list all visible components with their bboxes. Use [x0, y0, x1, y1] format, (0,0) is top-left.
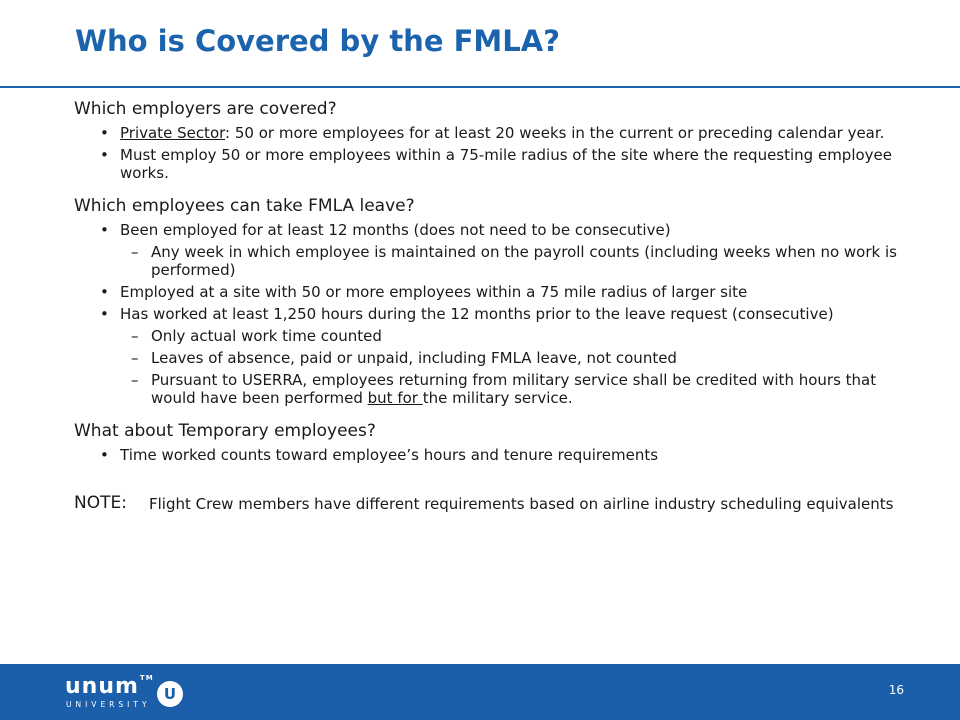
employees-heading: Which employees can take FMLA leave? — [74, 196, 415, 216]
sub-list-item — [74, 371, 924, 407]
unum-university-logo — [65, 674, 195, 712]
bullet-icon: • — [100, 221, 109, 239]
bullet-icon: • — [100, 305, 109, 323]
slide-title: Who is Covered by the FMLA? — [75, 24, 560, 58]
sub-list-item — [74, 327, 924, 345]
logo-trademark: TM — [139, 674, 154, 682]
list-item — [74, 446, 924, 464]
sub-list-item-text: Only actual work time counted — [151, 327, 382, 345]
sub-list-item — [74, 349, 924, 367]
slide-body — [74, 96, 924, 513]
sub-list-item-text: Leaves of absence, paid or unpaid, including FMLA leave, not counted — [151, 349, 677, 367]
logo-badge-icon: U — [157, 681, 183, 707]
dash-icon: – — [131, 327, 139, 345]
logo-wordmark: unum — [65, 674, 139, 699]
list-item — [74, 146, 924, 182]
bullet-icon: • — [100, 124, 109, 142]
note-label: NOTE: — [74, 493, 127, 513]
footer-bar — [0, 664, 960, 720]
dash-icon: – — [131, 243, 139, 261]
list-item-text: Employed at a site with 50 or more employees within a 75 mile radius of larger site — [120, 283, 748, 301]
list-item-text: Time worked counts toward employee’s hours and tenure requirements — [120, 446, 659, 464]
bullet-icon: • — [100, 146, 109, 164]
title-divider — [0, 86, 960, 88]
list-item — [74, 305, 924, 323]
employers-heading: Which employers are covered? — [74, 99, 337, 119]
list-item — [74, 283, 924, 301]
list-item — [74, 221, 924, 239]
sub-list-item-text-end: the military service. — [422, 389, 573, 407]
sub-list-item — [74, 243, 924, 279]
dash-icon: – — [131, 349, 139, 367]
bullet-icon: • — [100, 446, 109, 464]
temporary-heading: What about Temporary employees? — [74, 421, 376, 441]
bullet-icon: • — [100, 283, 109, 301]
list-item-text: 50 or more employees for at least 20 weeks in the current or preceding calendar year. — [230, 124, 885, 142]
sub-list-item-text: Any week in which employee is maintained on the payroll counts (including weeks when no work is performed) — [151, 243, 897, 279]
sub-list-item-text: Pursuant to USERRA, employees returning from military service shall be credited with hours that would have been performed — [151, 371, 877, 407]
note-text: Flight Crew members have different requirements based on airline industry scheduling equivalents — [149, 495, 894, 513]
logo-subtitle: UNIVERSITY — [66, 700, 151, 709]
dash-icon: – — [131, 371, 139, 389]
list-item-text: Has worked at least 1,250 hours during the 12 months prior to the leave request (consecutive) — [120, 305, 834, 323]
list-item — [74, 124, 924, 142]
page-number: 16 — [888, 683, 904, 697]
private-sector-label: Private Sector — [120, 124, 226, 142]
note-block — [74, 492, 924, 513]
label-separator: : — [225, 124, 231, 142]
list-item-text: Been employed for at least 12 months (does not need to be consecutive) — [120, 221, 671, 239]
but-for-phrase: but for — [367, 389, 423, 407]
list-item-text: Must employ 50 or more employees within a 75-mile radius of the site where the requesting employee works. — [120, 146, 893, 182]
